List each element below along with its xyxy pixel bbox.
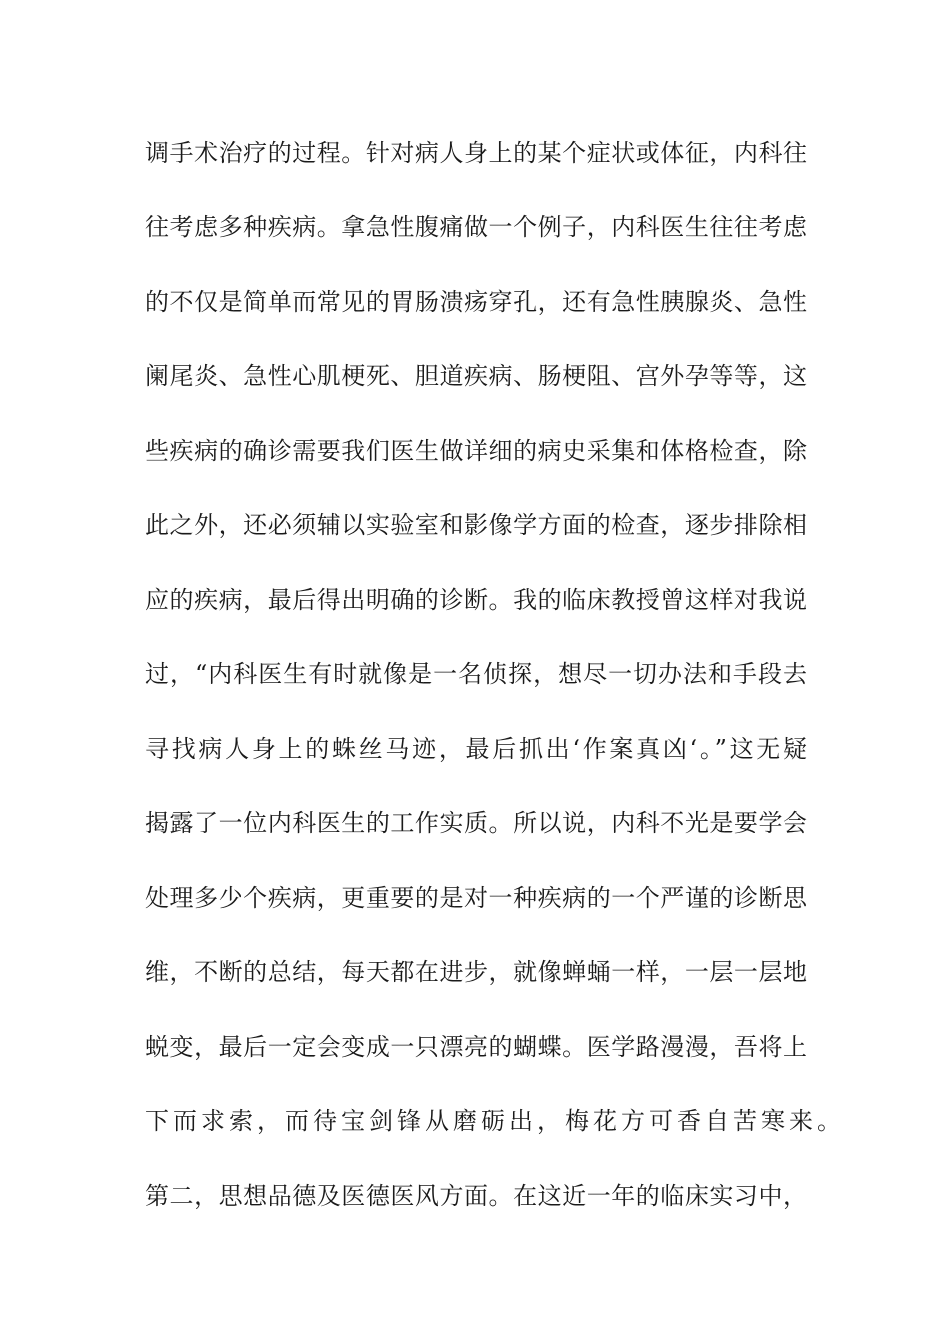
text-line: 揭露了一位内科医生的工作实质。所以说，内科不光是要学会: [145, 809, 807, 837]
text-line: 过，“内科医生有时就像是一名侦探，想尽一切办法和手段去: [145, 660, 807, 688]
text-line: 阑尾炎、急性心肌梗死、胆道疾病、肠梗阻、宫外孕等等，这: [145, 362, 807, 390]
text-line: 第二，思想品德及医德医风方面。在这近一年的临床实习中，: [145, 1182, 807, 1210]
text-line: 处理多少个疾病，更重要的是对一种疾病的一个严谨的诊断思: [145, 884, 807, 912]
text-line: 寻找病人身上的蛛丝马迹，最后抓出‘作案真凶‘。”这无疑: [145, 735, 807, 763]
text-line: 下而求索，而待宝剑锋从磨砺出，梅花方可香自苦寒来。: [145, 1107, 845, 1135]
text-line: 应的疾病，最后得出明确的诊断。我的临床教授曾这样对我说: [145, 586, 807, 614]
text-line: 的不仅是简单而常见的胃肠溃疡穿孔，还有急性胰腺炎、急性: [145, 288, 807, 316]
text-line: 调手术治疗的过程。针对病人身上的某个症状或体征，内科往: [145, 139, 807, 167]
text-line: 些疾病的确诊需要我们医生做详细的病史采集和体格检查，除: [145, 437, 807, 465]
text-line: 蜕变，最后一定会变成一只漂亮的蝴蝶。医学路漫漫，吾将上: [145, 1033, 807, 1061]
text-line: 此之外，还必须辅以实验室和影像学方面的检查，逐步排除相: [145, 511, 807, 539]
text-line: 往考虑多种疾病。拿急性腹痛做一个例子，内科医生往往考虑: [145, 213, 807, 241]
text-line: 维，不断的总结，每天都在进步，就像蝉蛹一样，一层一层地: [145, 958, 807, 986]
